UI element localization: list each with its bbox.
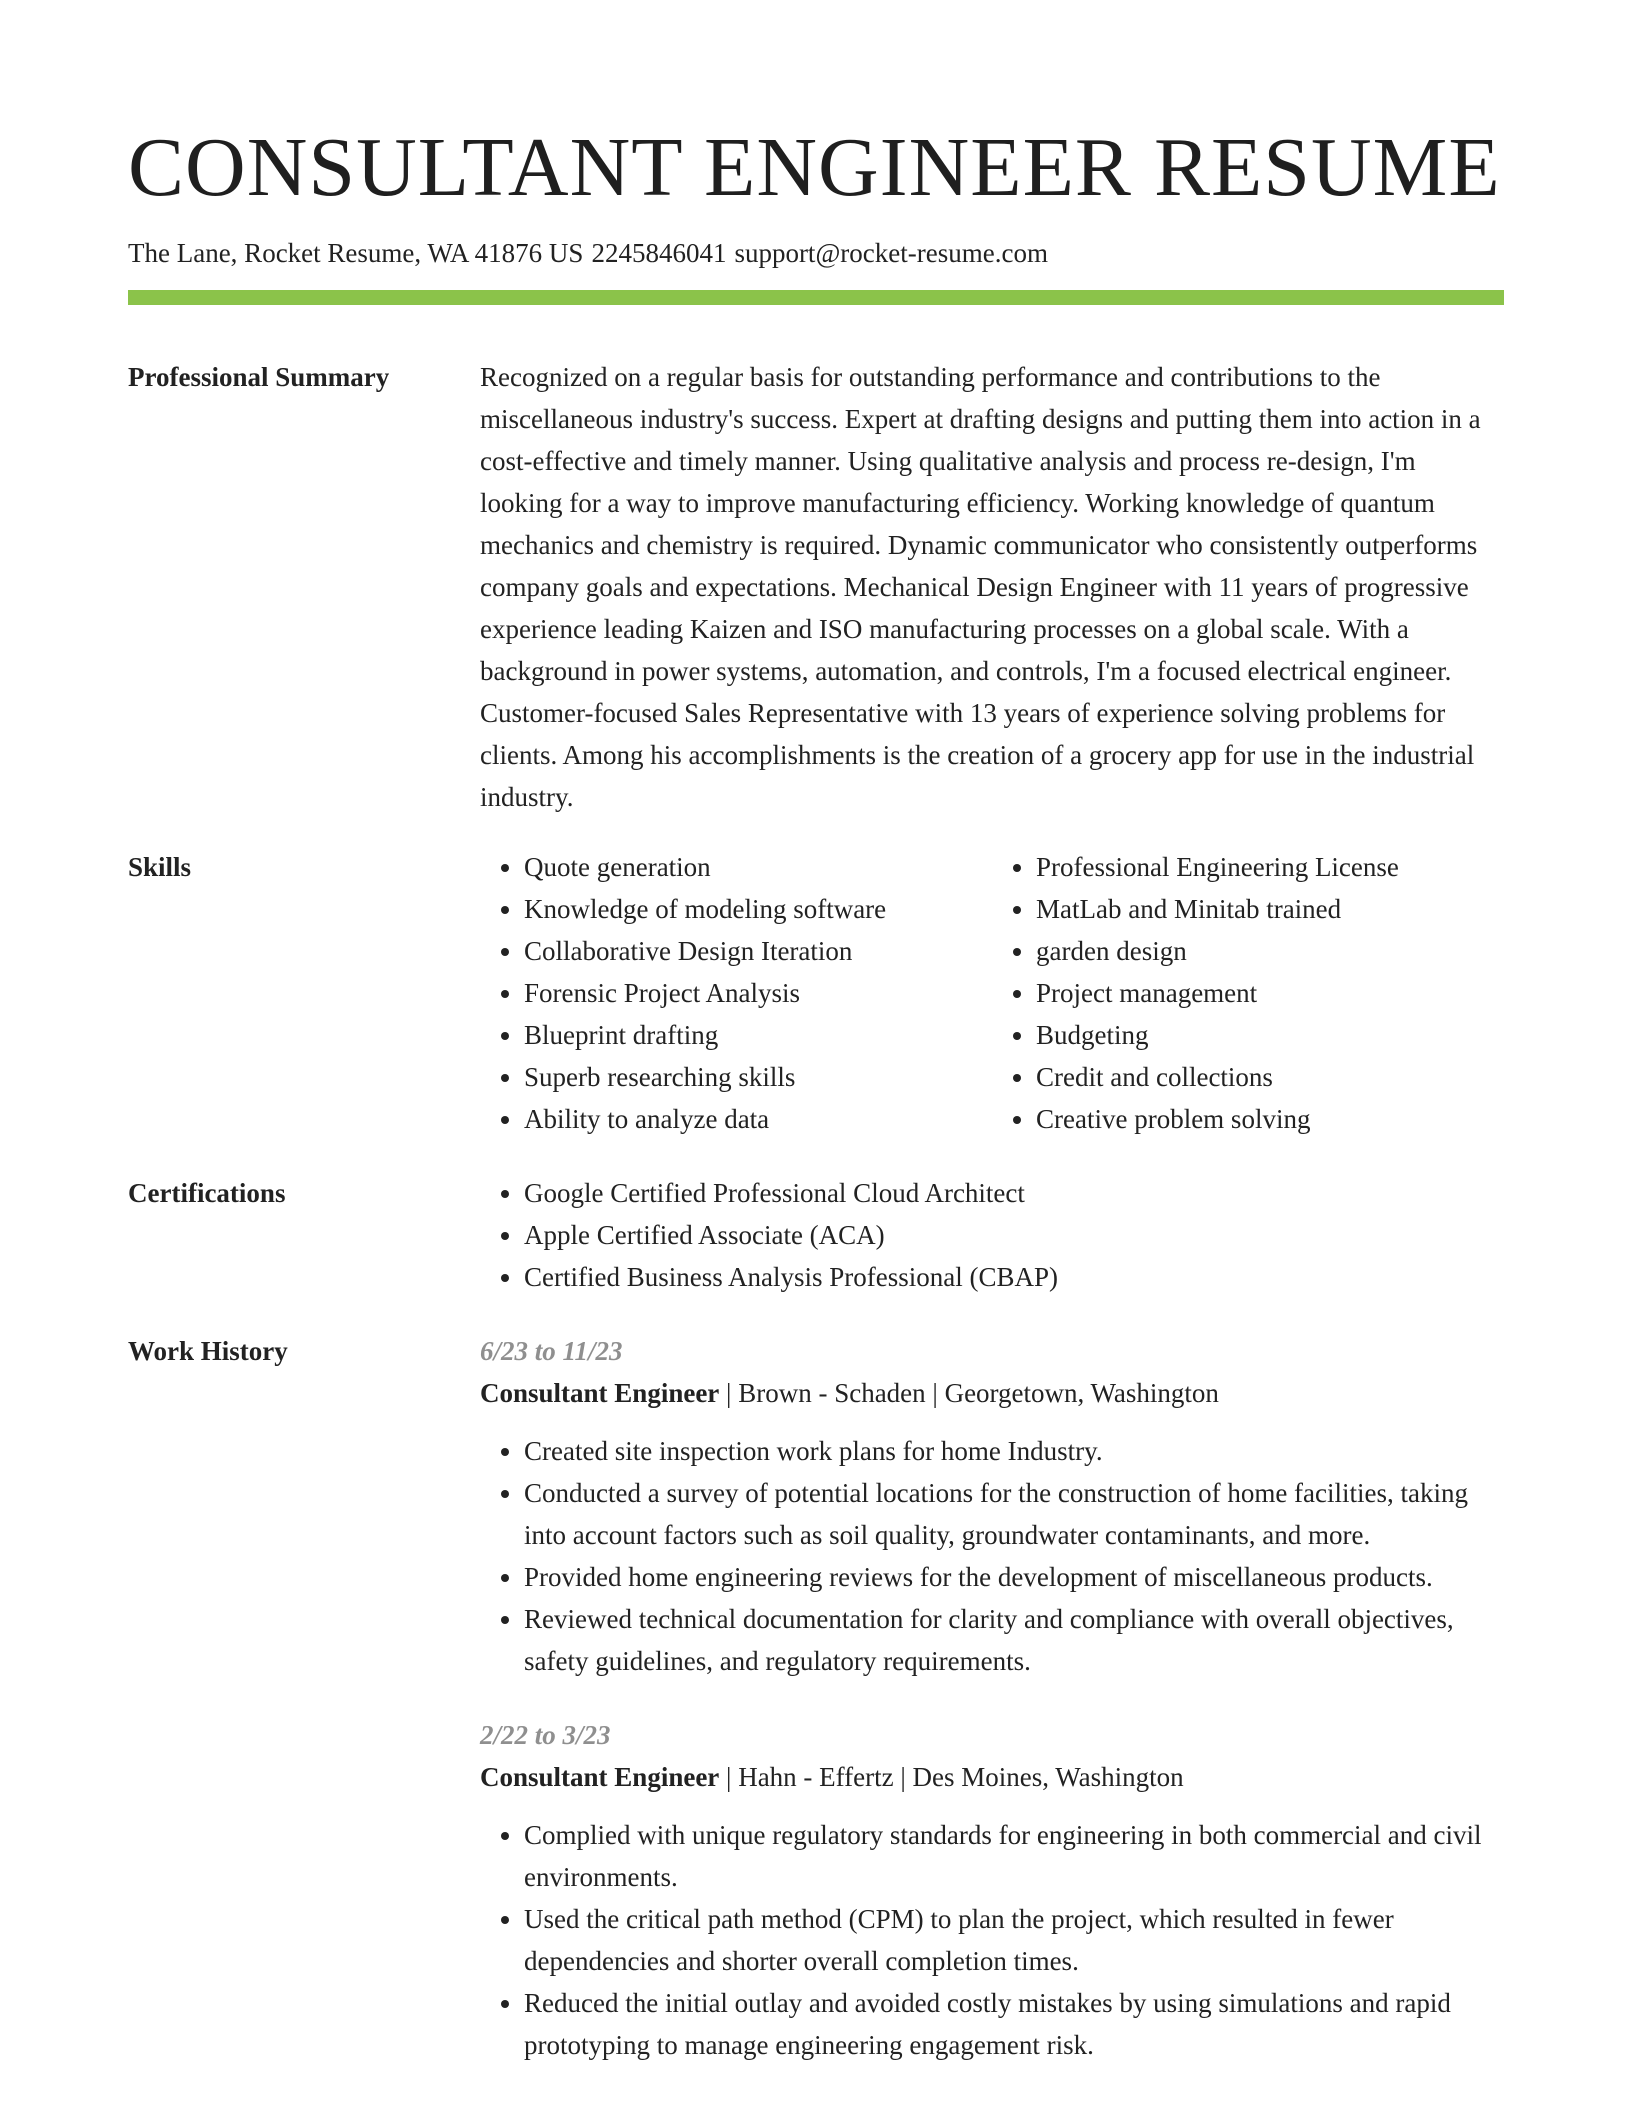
- skill-item: • Ability to analyze data: [524, 1098, 992, 1140]
- section-label-summary: Professional Summary: [128, 362, 390, 392]
- skill-item: • MatLab and Minitab trained: [1036, 888, 1504, 930]
- job-bullet: • Reviewed technical documentation for clarity and compliance with overall objectives, safety guidelines, and regulatory requirements.: [524, 1598, 1504, 1682]
- certification-item: • Google Certified Professional Cloud Architect: [524, 1172, 1504, 1214]
- skill-item: • Collaborative Design Iteration: [524, 930, 992, 972]
- phone: 2245846041: [591, 238, 727, 268]
- job-heading: [480, 1372, 1504, 1414]
- certifications-content: [480, 1172, 1504, 1298]
- job-details: | Brown - Schaden | Georgetown, Washington: [719, 1378, 1219, 1408]
- email: support@rocket-resume.com: [734, 238, 1048, 268]
- job-bullet: • Reduced the initial outlay and avoided costly mistakes by using simulations and rapid prototyping to manage engineering engagement risk.: [524, 1982, 1504, 2066]
- job-heading: [480, 1756, 1504, 1798]
- skill-item: • Professional Engineering License: [1036, 846, 1504, 888]
- work-history-content: [480, 1330, 1504, 2066]
- job-entry: [480, 1330, 1504, 1682]
- skills-list-left: [480, 846, 992, 1140]
- skills-list-right: [992, 846, 1504, 1140]
- skill-item: • Blueprint drafting: [524, 1014, 992, 1056]
- job-bullet: • Created site inspection work plans for home Industry.: [524, 1430, 1504, 1472]
- job-dates: 6/23 to 11/23: [480, 1336, 623, 1366]
- skill-item: • garden design: [1036, 930, 1504, 972]
- skill-item: • Creative problem solving: [1036, 1098, 1504, 1140]
- job-entry: [480, 1714, 1504, 2066]
- job-dates: 2/22 to 3/23: [480, 1720, 611, 1750]
- summary-text: Recognized on a regular basis for outstanding performance and contributions to the miscellaneous industry's success. Expert at drafting designs and putting them into action in a cost-effective and timely manner. Using qualitative analysis and process re-design, I'm looking for a way to improve manufacturing efficiency. Working knowledge of quantum mechanics and chemistry is required. Dynamic communicator who consistently outperforms company goals and expectations. Mechanical Design Engineer with 11 years of progressive experience leading Kaizen and ISO manufacturing processes on a global scale. With a background in power systems, automation, and controls, I'm a focused electrical engineer. Customer-focused Sales Representative with 13 years of experience solving problems for clients. Among his accomplishments is the creation of a grocery app for use in the industrial industry.: [480, 362, 1481, 812]
- certifications-section: [128, 1172, 1504, 1298]
- skill-item: • Budgeting: [1036, 1014, 1504, 1056]
- section-label-certifications: Certifications: [128, 1178, 286, 1208]
- section-label-work-history: Work History: [128, 1336, 288, 1366]
- resume-title: CONSULTANT ENGINEER RESUME: [128, 121, 1501, 214]
- skill-item: • Superb researching skills: [524, 1056, 992, 1098]
- job-title: Consultant Engineer: [480, 1762, 720, 1792]
- job-bullet-list: [480, 1814, 1504, 2066]
- skill-item: • Forensic Project Analysis: [524, 972, 992, 1014]
- work-history-section: [128, 1330, 1504, 2066]
- job-bullet: • Complied with unique regulatory standards for engineering in both commercial and civil environments.: [524, 1814, 1504, 1898]
- job-bullet-list: [480, 1430, 1504, 1682]
- skill-item: • Credit and collections: [1036, 1056, 1504, 1098]
- summary-content: [480, 356, 1504, 818]
- certifications-list: [480, 1172, 1504, 1298]
- skill-item: • Knowledge of modeling software: [524, 888, 992, 930]
- job-bullet: • Conducted a survey of potential locations for the construction of home facilities, taking into account factors such as soil quality, groundwater contaminants, and more.: [524, 1472, 1504, 1556]
- certification-item: • Apple Certified Associate (ACA): [524, 1214, 1504, 1256]
- address: The Lane, Rocket Resume, WA 41876 US: [128, 238, 584, 268]
- contact-line: [128, 236, 1504, 270]
- job-title: Consultant Engineer: [480, 1378, 720, 1408]
- section-label-skills: Skills: [128, 852, 192, 882]
- job-bullet: • Used the critical path method (CPM) to plan the project, which resulted in fewer dependencies and shorter overall completion times.: [524, 1898, 1504, 1982]
- header-divider: [128, 290, 1504, 305]
- job-bullet: • Provided home engineering reviews for the development of miscellaneous products.: [524, 1556, 1504, 1598]
- summary-section: [128, 356, 1504, 818]
- skill-item: • Quote generation: [524, 846, 992, 888]
- job-details: | Hahn - Effertz | Des Moines, Washington: [719, 1762, 1184, 1792]
- skills-content: [480, 846, 1504, 1140]
- certification-item: • Certified Business Analysis Professional (CBAP): [524, 1256, 1504, 1298]
- skill-item: • Project management: [1036, 972, 1504, 1014]
- skills-section: [128, 846, 1504, 1140]
